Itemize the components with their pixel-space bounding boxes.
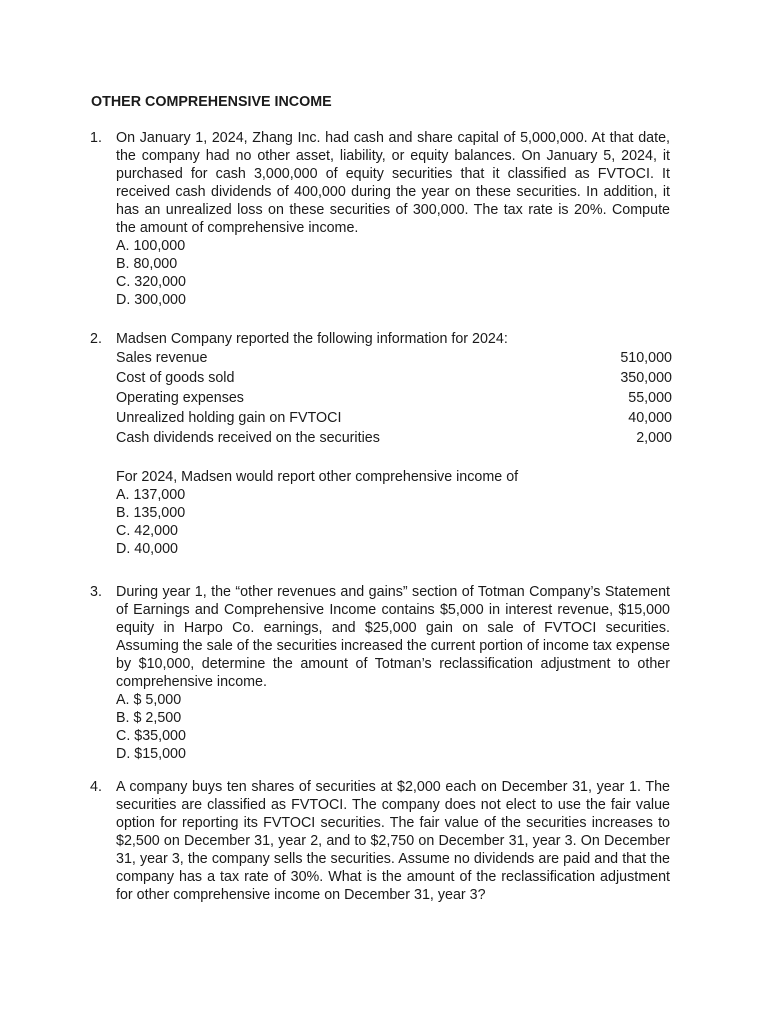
option-c: C. $35,000	[116, 728, 186, 744]
question-3	[90, 583, 670, 763]
table-row	[116, 408, 672, 428]
question-number: 3.	[90, 584, 102, 600]
financial-data-table	[116, 348, 672, 448]
row-label: Cost of goods sold	[116, 370, 235, 386]
question-text: Madsen Company reported the following information for 2024:	[116, 331, 508, 347]
row-value: 350,000	[620, 370, 672, 386]
option-b: B. 135,000	[116, 505, 186, 521]
question-text: On January 1, 2024, Zhang Inc. had cash and share capital of 5,000,000. At that date, the company had no other asset, liability, or equity balances. On January 5, 2024, it purchased for cash 3,000,000 of equity securities that it classified as FVTOCI. It received cash dividends of 400,000 during the year on these securities. In addition, it has an unrealized loss on these securities of 300,000. The tax rate is 20%. Compute the amount of comprehensive income.	[116, 130, 670, 236]
option-b: B. 80,000	[116, 256, 178, 272]
question-2	[90, 330, 670, 558]
question-prompt: For 2024, Madsen would report other comprehensive income of	[116, 469, 519, 485]
options-list	[116, 237, 670, 309]
row-value: 55,000	[628, 390, 672, 406]
question-number: 1.	[90, 130, 102, 146]
table-row	[116, 348, 672, 368]
options-list	[116, 486, 670, 558]
option-a: A. 100,000	[116, 238, 186, 254]
table-row	[116, 428, 672, 448]
question-number: 4.	[90, 779, 102, 795]
row-value: 40,000	[628, 410, 672, 426]
row-value: 510,000	[620, 350, 672, 366]
question-text: During year 1, the “other revenues and gains” section of Totman Company’s Statement of Earnings and Comprehensive Income contains $5,000 in interest revenue, $15,000 equity in Harpo Co. earnings, and $25,000 gain on sale of FVTOCI securities. Assuming the sale of the securities increased the current portion of income tax expense by $10,000, determine the amount of Totman’s reclassification adjustment to other comprehensive income.	[116, 584, 670, 690]
row-label: Sales revenue	[116, 350, 208, 366]
option-a: A. $ 5,000	[116, 692, 182, 708]
row-label: Operating expenses	[116, 390, 244, 406]
question-number: 2.	[90, 331, 102, 347]
options-list	[116, 691, 670, 763]
row-label: Unrealized holding gain on FVTOCI	[116, 410, 342, 426]
page-title: OTHER COMPREHENSIVE INCOME	[91, 94, 332, 110]
option-d: D. 300,000	[116, 292, 186, 308]
table-row	[116, 368, 672, 388]
question-1	[90, 129, 670, 309]
table-row	[116, 388, 672, 408]
option-b: B. $ 2,500	[116, 710, 182, 726]
question-4	[90, 778, 670, 904]
row-label: Cash dividends received on the securities	[116, 430, 380, 446]
option-d: D. 40,000	[116, 541, 178, 557]
option-d: D. $15,000	[116, 746, 186, 762]
question-text: A company buys ten shares of securities at $2,000 each on December 31, year 1. The securities are classified as FVTOCI. The company does not elect to use the fair value option for reporting its FVTOCI securities. The fair value of the securities increases to $2,500 on December 31, year 2, and to $2,750 on December 31, year 3. On December 31, year 3, the company sells the securities. Assume no dividends are paid and that the company has a tax rate of 30%. What is the amount of the reclassification adjustment for other comprehensive income on December 31, year 3?	[116, 779, 670, 903]
option-c: C. 320,000	[116, 274, 186, 290]
row-value: 2,000	[636, 430, 672, 446]
option-c: C. 42,000	[116, 523, 178, 539]
option-a: A. 137,000	[116, 487, 186, 503]
